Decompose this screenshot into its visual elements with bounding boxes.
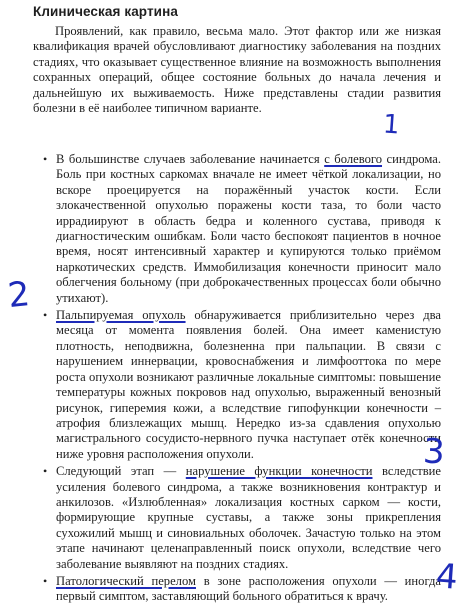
intro-paragraph: Проявлений, как правило, весьма мало. Этот фактор или же низкая квалификация врачей обусловливают диагностику заболевания на поздних стадиях, что оказывает существенное влияние на возможность выполнения сохранных операций, общее состояние больных до начала лечения и дальнейшую их выживаемость. Ниже представлены стадии развития болезни в её наиболее типичном варианте. — [33, 24, 441, 116]
handwritten-number-2: 2 — [5, 273, 32, 317]
stages-list — [43, 152, 441, 607]
list-item — [43, 308, 441, 462]
item-text: вследствие усиления болевого синдрома, а также возникновения контрактур и анкилозов. «Излюбленная» локализация костных сарком — кости, формирующие крупные суставы, а также зоны прикрепления сухожилий мышц и синовиальных оболочек. Зачастую только на этом этапе начинают целенаправленный поиск опухоли, вследствие чего заболевание выявляют на поздних стадиях. — [56, 464, 441, 571]
handwritten-number-3: 3 — [421, 431, 446, 473]
list-item — [43, 464, 441, 572]
underlined-term: Патологический перелом — [56, 573, 196, 588]
underlined-term: с болевого — [324, 152, 383, 166]
item-text: в зоне расположения опухоли — иногда первый симптом, заставляющий больного обратиться к врачу. — [56, 573, 441, 604]
underlined-term: нарушение функции конечности — [185, 464, 373, 479]
list-item — [43, 152, 441, 306]
handwritten-number-4: 4 — [434, 556, 460, 598]
bullet-icon: • — [43, 573, 48, 588]
item-text: Следующий этап — — [56, 464, 186, 479]
bullet-icon: • — [43, 152, 48, 166]
underlined-term: Пальпируемая опухоль — [56, 308, 186, 323]
handwritten-number-1: 1 — [381, 109, 401, 141]
bullet-icon: • — [43, 464, 48, 479]
bullet-icon: • — [43, 308, 48, 323]
item-text: синдрома. Боль при костных саркомах вначале не имеет чёткой локализации, но вскоре проецируется на поражённый участок кости. Если злокачественной опухолью поражены кости таза, то боли часто иррадиируют в область бедра и коленного сустава, приводя к диагностическим ошибкам. Боли часто беспокоят пациентов в ночное время, носят интенсивный характер и купируются только приёмом наркотических средств. Иммобилизация конечности приносит мало облегчения больному (при доброкачественных процессах боли обычно утихают). — [56, 152, 441, 305]
item-text: обнаруживается приблизительно через два месяца от момента появления болей. Она имеет каменистую плотность, неподвижна, болезненна при пальпации. В связи с нарушением иннервации, кровоснабжения и лимфооттока по мере роста опухоли возникают различные локальные симптомы: повышение температуры кожных покровов над опухолью, выраженный венозный рисунок, гиперемия кожи, а вследствие гипофункции конечности – атрофия близлежащих мышц. Нередко из-за сдавления опухолью магистрального сосудисто-нервного пучка наступает отёк конечности ниже уровня расположения опухоли. — [56, 308, 441, 461]
item-text: В большинстве случаев заболевание начинается — [56, 152, 325, 166]
list-item — [43, 573, 441, 605]
section-heading: Клиническая картина — [33, 4, 178, 19]
